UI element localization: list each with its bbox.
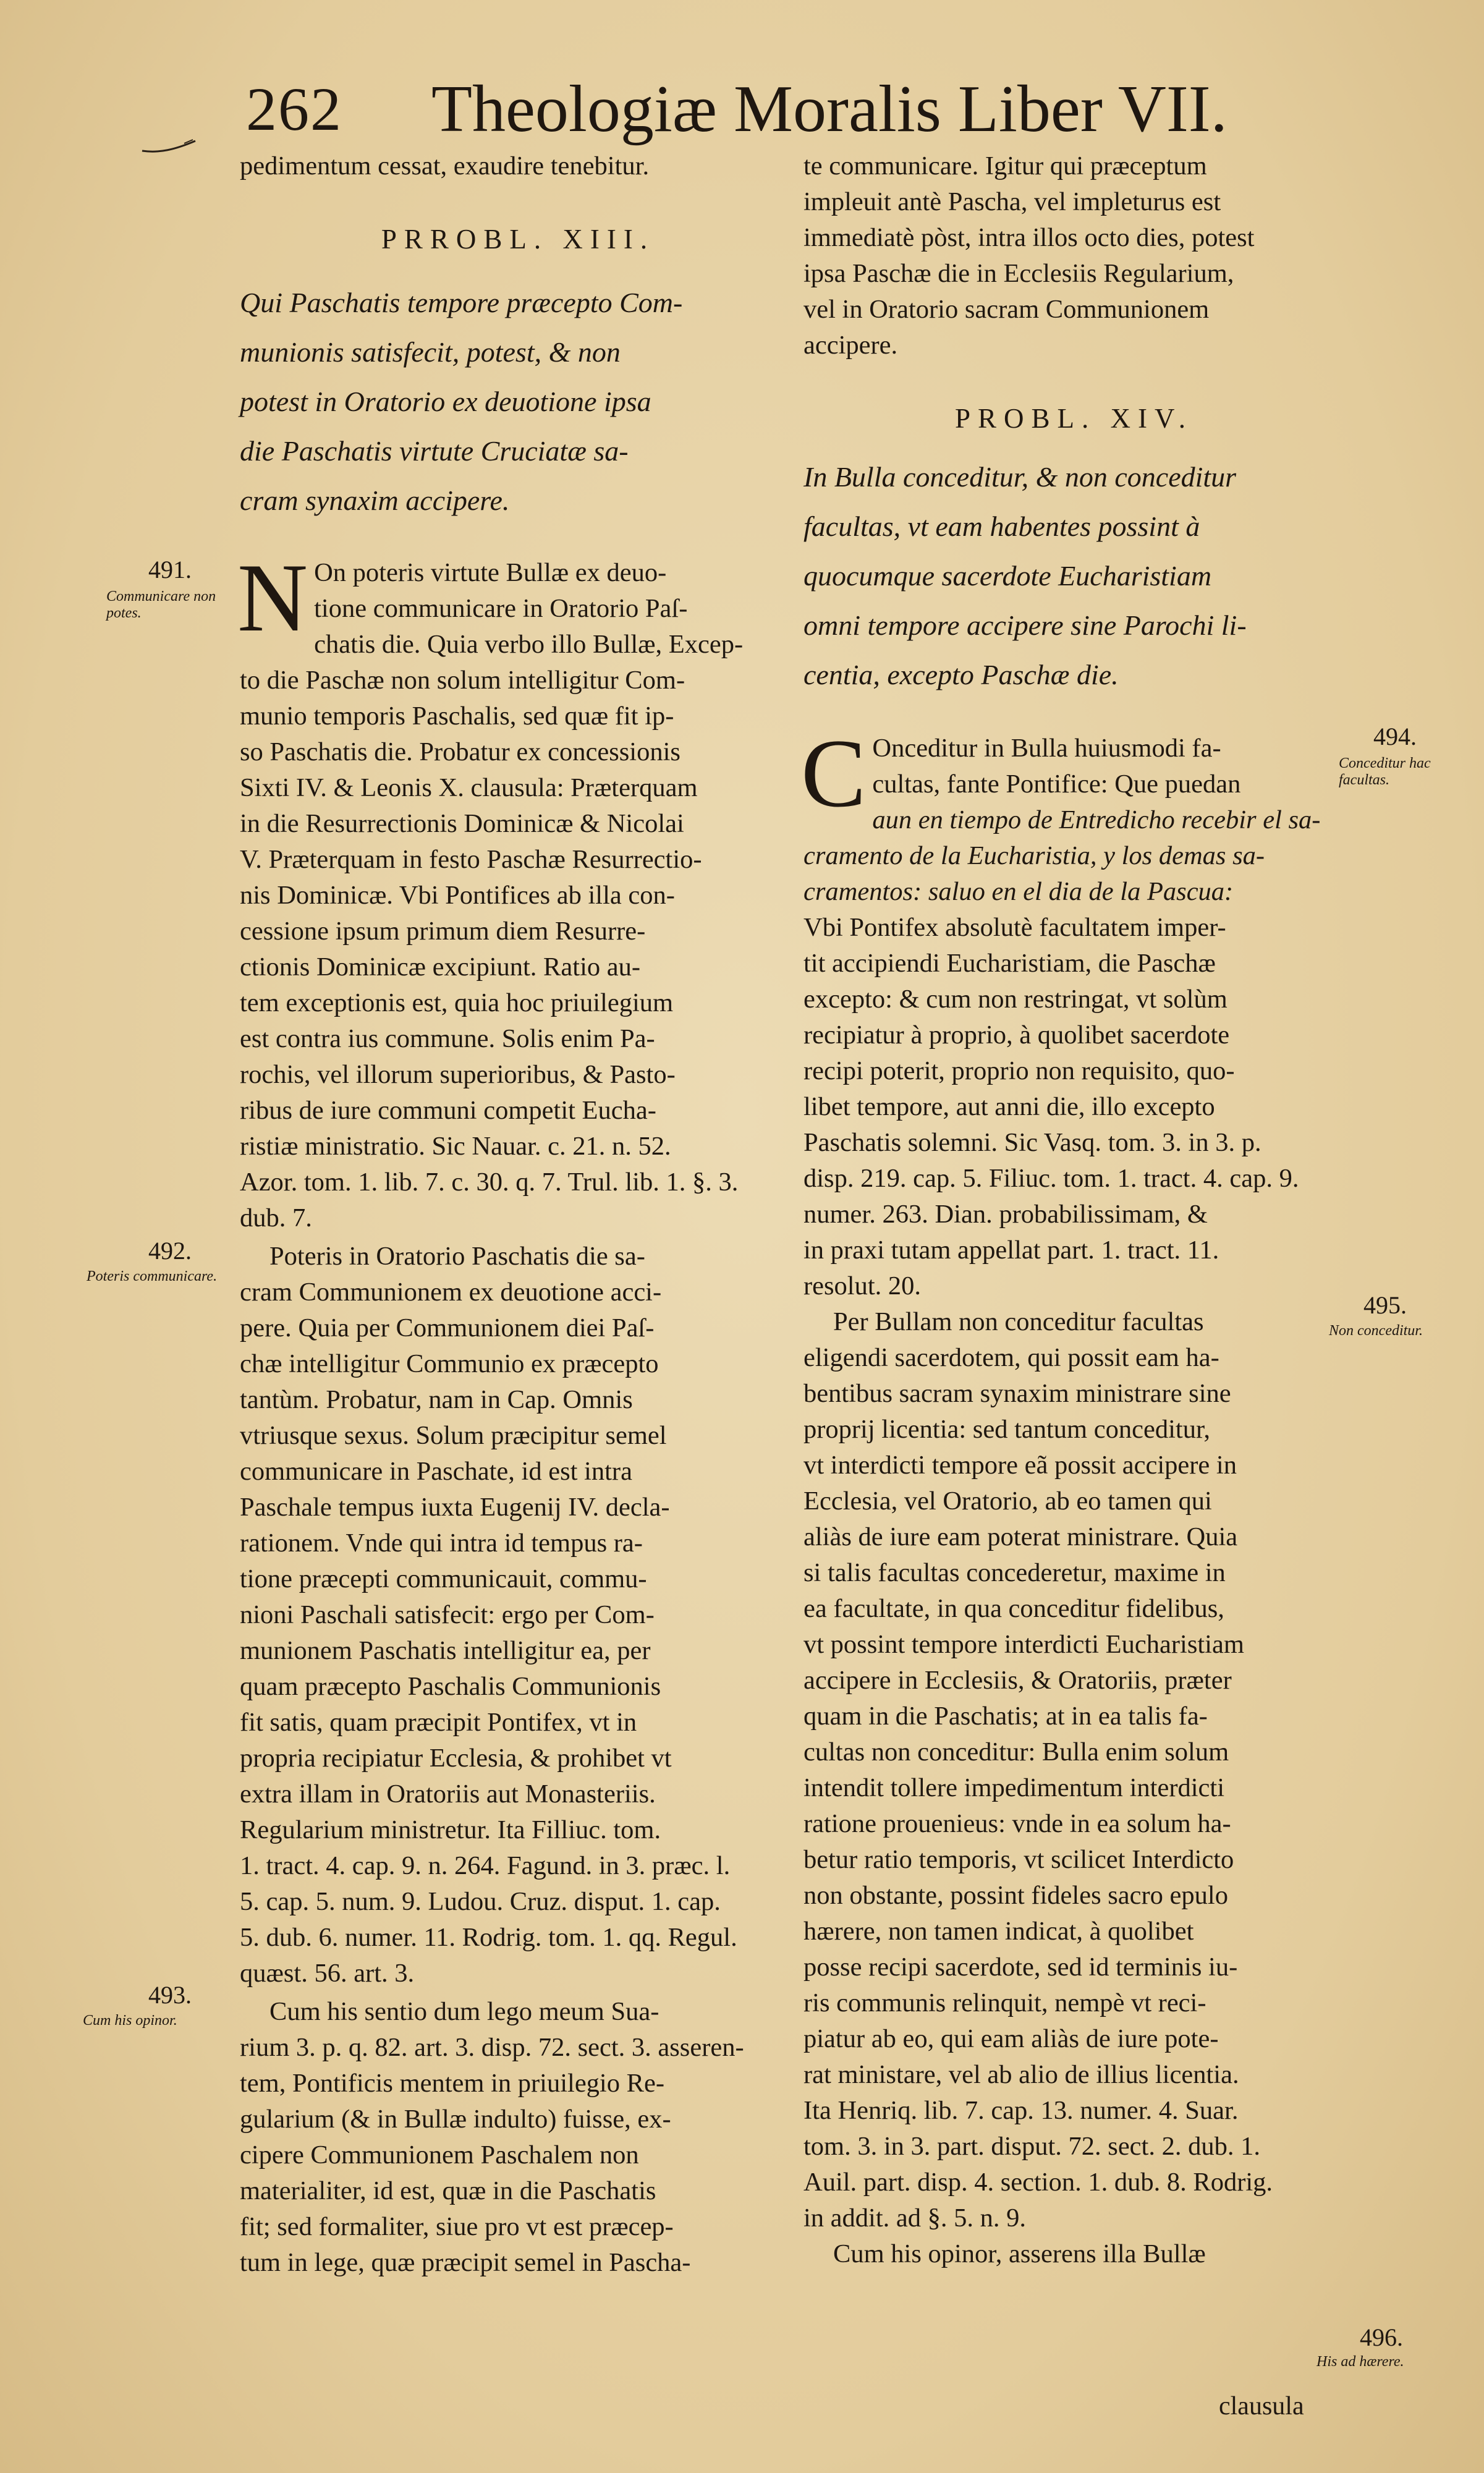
- text-line: ipsa Paschæ die in Ecclesiis Regularium,: [803, 259, 1234, 288]
- text-line: tem, Pontificis mentem in priuilegio Re-: [240, 2069, 664, 2098]
- text-line: tom. 3. in 3. part. disput. 72. sect. 2. dub. 1.: [803, 2132, 1260, 2161]
- text-line: quam in die Paschatis; at in ea talis fa-: [803, 1702, 1208, 1731]
- text-line: rochis, vel illorum superioribus, & Pasto-: [240, 1060, 676, 1089]
- marginal-note-491: Communicare non potes.: [106, 588, 216, 621]
- marginal-number-495: 495.: [1363, 1291, 1407, 1319]
- text-line: vtriusque sexus. Solum præcipitur semel: [240, 1421, 667, 1450]
- text-line: ratione prouenieus: vnde in ea solum ha-: [803, 1809, 1231, 1838]
- text-line: ristiæ ministratio. Sic Nauar. c. 21. n. 52.: [240, 1132, 671, 1161]
- text-line: vt possint tempore interdicti Eucharistiam: [803, 1630, 1244, 1659]
- question-line: potest in Oratorio ex deuotione ipsa: [240, 386, 651, 417]
- text-line: in die Resurrectionis Dominicæ & Nicolai: [240, 809, 684, 838]
- marginal-number-492: 492.: [148, 1237, 192, 1265]
- text-line: rat ministare, vel ab alio de illius licentia.: [803, 2060, 1239, 2089]
- question-line: centia, excepto Paschæ die.: [803, 659, 1119, 690]
- text-line: cipere Communionem Paschalem non: [240, 2140, 639, 2170]
- question-line: cram synaxim accipere.: [240, 485, 510, 516]
- text-line: chæ intelligitur Communio ex præcepto: [240, 1349, 659, 1378]
- text-line: si talis facultas concederetur, maxime in: [803, 1558, 1226, 1587]
- marginal-note-496: His ad hærere.: [1317, 2354, 1404, 2370]
- text-line: Azor. tom. 1. lib. 7. c. 30. q. 7. Trul. lib. 1. §. 3.: [240, 1168, 739, 1197]
- marginal-number-496: 496.: [1360, 2323, 1403, 2351]
- text-line: extra illam in Oratoriis aut Monasteriis.: [240, 1779, 656, 1809]
- text-line: quæst. 56. art. 3.: [240, 1959, 415, 1988]
- text-line: to die Paschæ non solum intelligitur Com-: [240, 666, 685, 695]
- problem-14-question: [803, 452, 1344, 700]
- text-line: Paschale tempus iuxta Eugenij IV. decla-: [240, 1493, 670, 1522]
- text-line: materialiter, id est, quæ in die Paschatis: [240, 2176, 656, 2205]
- text-line: in praxi tutam appellat part. 1. tract. 11.: [803, 1236, 1219, 1265]
- text-line: recipiatur à proprio, à quolibet sacerdote: [803, 1020, 1230, 1050]
- text-line: munionem Paschatis intelligitur ea, per: [240, 1636, 651, 1665]
- text-line: tem exceptionis est, quia hoc priuilegium: [240, 988, 674, 1017]
- problem-13-question: [240, 278, 796, 525]
- text-line: intendit tollere impedimentum interdicti: [803, 1773, 1225, 1802]
- text-line: in addit. ad §. 5. n. 9.: [803, 2204, 1027, 2233]
- marginal-note-495: Non conceditur.: [1329, 1323, 1423, 1339]
- drop-cap: C: [801, 719, 867, 828]
- text-line: tantùm. Probatur, nam in Cap. Omnis: [240, 1385, 633, 1414]
- text-line: propria recipiatur Ecclesia, & prohibet vt: [240, 1744, 672, 1773]
- text-line: fit; sed formaliter, siue pro vt est præcep-: [240, 2212, 674, 2241]
- text-line: Ecclesia, vel Oratorio, ab eo tamen qui: [803, 1487, 1212, 1516]
- text-line: bentibus sacram synaxim ministrare sine: [803, 1379, 1231, 1408]
- text-line: cessione ipsum primum diem Resurre-: [240, 917, 646, 946]
- text-line: libet tempore, aut anni die, illo excepto: [803, 1092, 1215, 1121]
- text-line: chatis die. Quia verbo illo Bullæ, Excep-: [314, 630, 744, 659]
- text-line: impleuit antè Pascha, vel impleturus est: [803, 187, 1221, 216]
- paragraph-496: [803, 2236, 1344, 2272]
- text-line: rium 3. p. q. 82. art. 3. disp. 72. sect. 3. asseren-: [240, 2033, 744, 2062]
- paragraph-492: [240, 1239, 796, 1992]
- text-line: rationem. Vnde qui intra id tempus ra-: [240, 1529, 643, 1558]
- text-line: quam præcepto Paschalis Communionis: [240, 1672, 661, 1701]
- marginal-number-494: 494.: [1373, 723, 1417, 750]
- running-title: Theologiæ Moralis Liber VII.: [431, 72, 1227, 146]
- question-line: quocumque sacerdote Eucharistiam: [803, 560, 1212, 592]
- text-line: 5. dub. 6. numer. 11. Rodrig. tom. 1. qq. Regul.: [240, 1923, 737, 1952]
- text-line: accipere in Ecclesiis, & Oratoriis, præter: [803, 1666, 1232, 1695]
- text-line: Paschatis solemni. Sic Vasq. tom. 3. in 3. p.: [803, 1128, 1261, 1157]
- text-line: munio temporis Paschalis, sed quæ fit ip-: [240, 702, 674, 731]
- text-line: Poteris in Oratorio Paschatis die sa-: [269, 1242, 645, 1271]
- text-line: posse recipi sacerdote, sed id terminis iu-: [803, 1953, 1238, 1982]
- text-line: aliàs de iure eam poterat ministrare. Quia: [803, 1522, 1238, 1551]
- text-line: Cum his sentio dum lego meum Sua-: [269, 1997, 659, 2026]
- continuation-line: pedimentum cessat, exaudire tenebitur.: [240, 151, 650, 180]
- text-line: hærere, non tamen indicat, à quolibet: [803, 1917, 1194, 1946]
- text-line: ris communis relinquit, nempè vt reci-: [803, 1988, 1206, 2017]
- running-header: [246, 72, 1266, 146]
- text-line: 5. cap. 5. num. 9. Ludou. Cruz. disput. 1. cap.: [240, 1887, 721, 1916]
- text-line: tione communicare in Oratorio Paſ-: [314, 594, 688, 623]
- text-line: resolut. 20.: [803, 1271, 922, 1300]
- question-line: In Bulla conceditur, & non conceditur: [803, 461, 1237, 493]
- text-line: betur ratio temporis, vt scilicet Interdicto: [803, 1845, 1234, 1874]
- paragraph-495: [803, 1304, 1344, 2236]
- text-line: proprij licentia: sed tantum conceditur,: [803, 1415, 1211, 1444]
- text-line: tum in lege, quæ præcipit semel in Pascha-: [240, 2248, 691, 2277]
- paragraph-494: [801, 719, 1344, 1304]
- text-line: numer. 263. Dian. probabilissimam, &: [803, 1200, 1208, 1229]
- continuation-paragraph: [803, 148, 1344, 363]
- page-number: 262: [246, 75, 342, 143]
- text-line: vel in Oratorio sacram Communionem: [803, 295, 1210, 324]
- catchword: clausula: [1219, 2392, 1304, 2420]
- text-line: disp. 219. cap. 5. Filiuc. tom. 1. tract. 4. cap. 9.: [803, 1164, 1299, 1193]
- text-line: cram Communionem ex deuotione acci-: [240, 1278, 662, 1307]
- text-line: Per Bullam non conceditur facultas: [833, 1307, 1204, 1336]
- text-line: V. Præterquam in festo Paschæ Resurrectio-: [240, 845, 702, 874]
- text-line: Auil. part. disp. 4. section. 1. dub. 8. Rodrig.: [803, 2168, 1273, 2197]
- question-line: facultas, vt eam habentes possint à: [803, 511, 1200, 542]
- text-line: cramento de la Eucharistia, y los demas sa-: [803, 841, 1265, 870]
- marginal-note-494: Conceditur hac facultas.: [1339, 755, 1431, 788]
- text-line: cramentos: saluo en el dia de la Pascua:: [803, 877, 1234, 906]
- paragraph-493: [240, 1994, 796, 2281]
- text-line: nis Dominicæ. Vbi Pontifices ab illa con-: [240, 881, 675, 910]
- text-line: accipere.: [803, 331, 898, 360]
- text-line: Ita Henriq. lib. 7. cap. 13. numer. 4. Suar.: [803, 2096, 1239, 2125]
- text-line: Cum his opinor, asserens illa Bullæ: [833, 2239, 1206, 2268]
- text-line: piatur ab eo, qui eam aliàs de iure pote-: [803, 2024, 1219, 2053]
- text-line: te communicare. Igitur qui præceptum: [803, 151, 1207, 180]
- text-line: gularium (& in Bullæ indulto) fuisse, ex-: [240, 2105, 671, 2134]
- drop-cap: N: [237, 544, 308, 652]
- text-line: recipi poterit, proprio non requisito, quo-: [803, 1056, 1235, 1085]
- marginal-number-491: 491.: [148, 556, 192, 583]
- text-line: Onceditur in Bulla huiusmodi fa-: [872, 734, 1221, 763]
- paragraph-491: [237, 544, 796, 1236]
- text-line: vt interdicti tempore eã possit accipere in: [803, 1451, 1237, 1480]
- text-line: pere. Quia per Communionem diei Paſ-: [240, 1313, 655, 1343]
- text-line: ea facultate, in qua conceditur fidelibus,: [803, 1594, 1224, 1623]
- text-line: immediatè pòst, intra illos octo dies, potest: [803, 223, 1255, 252]
- question-line: munionis satisfecit, potest, & non: [240, 336, 621, 368]
- text-line: 1. tract. 4. cap. 9. n. 264. Fagund. in 3. præc. l.: [240, 1851, 731, 1880]
- text-line: nioni Paschali satisfecit: ergo per Com-: [240, 1600, 655, 1629]
- text-line: excepto: & cum non restringat, vt solùm: [803, 985, 1227, 1014]
- text-line: Vbi Pontifex absolutè facultatem imper-: [803, 913, 1226, 942]
- text-line: Regularium ministretur. Ita Filliuc. tom.: [240, 1815, 661, 1844]
- text-line: ctionis Dominicæ excipiunt. Ratio au-: [240, 952, 641, 982]
- text-line: communicare in Paschate, id est intra: [240, 1457, 632, 1486]
- pen-stroke-mark: [141, 137, 198, 156]
- question-line: Qui Paschatis tempore præcepto Com-: [240, 287, 683, 318]
- text-line: cultas, fante Pontifice: Que puedan: [872, 770, 1241, 799]
- marginal-number-493: 493.: [148, 1981, 192, 2009]
- text-line: fit satis, quam præcipit Pontifex, vt in: [240, 1708, 637, 1737]
- problem-13-heading: PRROBL. XIII.: [381, 224, 655, 255]
- text-line: ribus de iure communi competit Eucha-: [240, 1096, 656, 1125]
- marginal-note-493: Cum his opinor.: [83, 2013, 177, 2029]
- marginal-note-492: Poteris communicare.: [87, 1268, 218, 1284]
- problem-14-heading: PROBL. XIV.: [955, 403, 1193, 434]
- question-line: omni tempore accipere sine Parochi li-: [803, 609, 1247, 641]
- text-line: dub. 7.: [240, 1203, 312, 1232]
- text-line: Sixti IV. & Leonis X. clausula: Præterquam: [240, 773, 698, 802]
- text-line ital: aun en tiempo de Entredicho recebir el sa-: [872, 805, 1321, 834]
- text-line: On poteris virtute Bullæ ex deuo-: [314, 558, 667, 587]
- text-line: cultas non conceditur: Bulla enim solum: [803, 1737, 1229, 1767]
- text-line: tione præcepti communicauit, commu-: [240, 1564, 647, 1593]
- left-column: [237, 148, 796, 2281]
- right-column: [803, 148, 1344, 2272]
- text-line: so Paschatis die. Probatur ex concessionis: [240, 737, 681, 766]
- text-line: est contra ius commune. Solis enim Pa-: [240, 1024, 655, 1053]
- text-line: tit accipiendi Eucharistiam, die Paschæ: [803, 949, 1216, 978]
- text-line: eligendi sacerdotem, qui possit eam ha-: [803, 1343, 1219, 1372]
- text-line: non obstante, possint fideles sacro epulo: [803, 1881, 1228, 1910]
- question-line: die Paschatis virtute Cruciatæ sa-: [240, 435, 629, 467]
